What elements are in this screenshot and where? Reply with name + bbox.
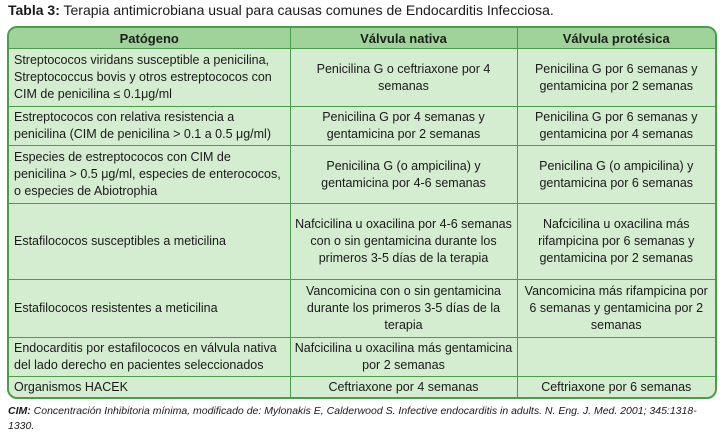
table-title-label: Tabla 3:: [8, 2, 60, 18]
native-valve-cell: Ceftriaxone por 4 semanas: [290, 377, 517, 397]
native-valve-cell: Penicilina G o ceftriaxone por 4 semanas: [290, 49, 517, 107]
prosthetic-valve-cell: Penicilina G (o ampicilina) y gentamicina por 6 semanas: [517, 146, 715, 204]
native-valve-cell: Nafcicilina u oxacilina por 4-6 semanas con o sin gentamicina durante los primeros 3-5 días de la terapia: [290, 204, 517, 280]
header-pathogen: Patógeno: [9, 28, 290, 49]
prosthetic-valve-cell: [517, 338, 715, 377]
prosthetic-valve-cell: Nafcicilina u oxacilina más rifampicina por 6 semanas y gentamicina por 2 semanas: [517, 204, 715, 280]
prosthetic-valve-cell: Vancomicina más rifampicina por 6 semanas y gentamicina por 2 semanas: [517, 280, 715, 338]
prosthetic-valve-cell: Penicilina G por 6 semanas y gentamicina por 2 semanas: [517, 49, 715, 107]
pathogen-cell: Streptococos viridans susceptible a penicilina, Streptococcus bovis y otros estreptococos con CIM de penicilina ≤ 0.1μg/ml: [9, 49, 290, 107]
native-valve-cell: Penicilina G por 4 semanas y gentamicina por 2 semanas: [290, 107, 517, 146]
table-row: [9, 107, 715, 146]
table-footnote: [8, 404, 708, 434]
pathogen-cell: Endocarditis por estafilococos en válvula nativa del lado derecho en pacientes seleccionados: [9, 338, 290, 377]
table-title-text: Terapia antimicrobiana usual para causas comunes de Endocarditis Infecciosa.: [63, 2, 554, 18]
pathogen-cell: Organismos HACEK: [9, 377, 290, 397]
header-prosthetic-valve: Válvula protésica: [517, 28, 715, 49]
native-valve-cell: Penicilina G (o ampicilina) y gentamicina por 4-6 semanas: [290, 146, 517, 204]
native-valve-cell: Nafcicilina u oxacilina más gentamicina por 2 semanas: [290, 338, 517, 377]
pathogen-cell: Especies de estreptococos con CIM de penicilina > 0.5 μg/ml, especies de enterococos, o especies de Abiotrophia: [9, 146, 290, 204]
pathogen-cell: Estafilococos susceptibles a meticilina: [9, 204, 290, 280]
pathogen-cell: Estreptococos con relativa resistencia a penicilina (CIM de penicilina > 0.1 a 0.5 μg/ml): [9, 107, 290, 146]
table-row: [9, 204, 715, 280]
table-row: [9, 377, 715, 397]
table-row: [9, 49, 715, 107]
therapy-table: [7, 26, 717, 399]
pathogen-cell: Estafilococos resistentes a meticilina: [9, 280, 290, 338]
table-header-row: [9, 28, 715, 49]
footnote-abbreviation: CIM:: [8, 405, 31, 417]
table-row: [9, 338, 715, 377]
prosthetic-valve-cell: Ceftriaxone por 6 semanas: [541, 379, 692, 394]
prosthetic-valve-cell: Penicilina G por 6 semanas y gentamicina por 4 semanas: [517, 107, 715, 146]
footnote-text: Concentración Inhibitoria mínima, modificado de: Mylonakis E, Calderwood S. Infective endocarditis in adults. N. Eng. J. Med. 2001; 345:1318-1330.: [8, 405, 697, 432]
native-valve-cell: Vancomicina con o sin gentamicina durante los primeros 3-5 días de la terapia: [290, 280, 517, 338]
table-row: [9, 280, 715, 338]
header-native-valve: Válvula nativa: [290, 28, 517, 49]
table-title: [8, 1, 554, 19]
table-row: [9, 146, 715, 204]
